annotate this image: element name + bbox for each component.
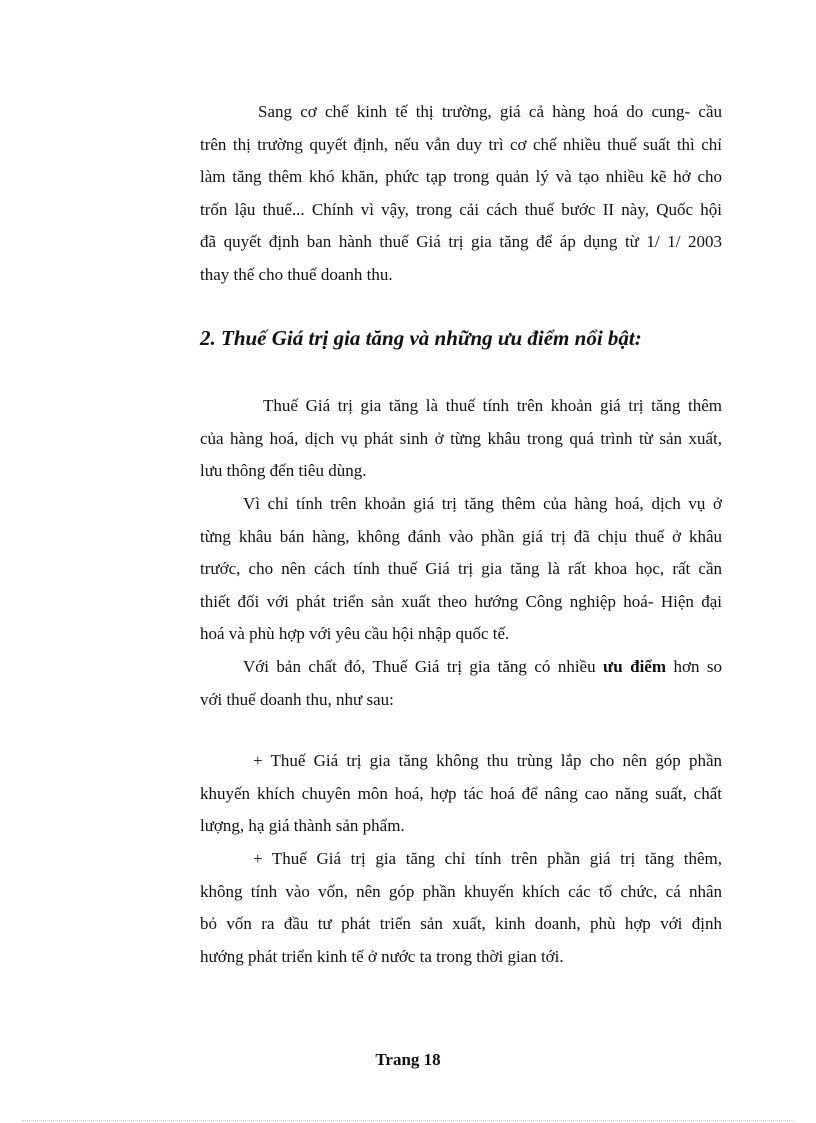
text-line: bỏ vốn ra đầu tư phát triển sản xuất, kinh doanh, phù hợp với định — [200, 914, 722, 934]
paragraph-1 — [200, 96, 722, 292]
bold-term: ưu điểm — [603, 657, 667, 676]
text-line: làm tăng thêm khó khăn, phức tạp trong quản lý và tạo nhiều kẽ hở cho — [200, 167, 722, 187]
text-line: Vì chỉ tính trên khoản giá trị tăng thêm của hàng hoá, dịch vụ ở — [243, 494, 722, 513]
text-line: khuyến khích chuyên môn hoá, hợp tác hoá để nâng cao năng suất, chất — [200, 783, 722, 803]
text-line: + Thuế Giá trị gia tăng chỉ tính trên phần giá trị tăng thêm, — [253, 849, 722, 868]
paragraph-4 — [200, 651, 722, 716]
text-line: hướng phát triển kinh tế ở nước ta trong thời gian tới. — [200, 946, 564, 966]
text-line: của hàng hoá, dịch vụ phát sinh ở từng khâu trong quá trình từ sản xuất, — [200, 428, 722, 448]
text-span: hơn so — [666, 657, 722, 676]
text-line: lưu thông đến tiêu dùng. — [200, 461, 367, 481]
text-line — [200, 651, 722, 684]
text-line: đã quyết định ban hành thuế Giá trị gia tăng để áp dụng từ 1/ 1/ 2003 — [200, 232, 722, 252]
text-line: trốn lậu thuế... Chính vì vậy, trong cải cách thuế bước II này, Quốc hội — [200, 199, 722, 219]
text-line: không tính vào vốn, nên góp phần khuyến khích các tổ chức, cá nhân — [200, 881, 722, 901]
page-number: Trang 18 — [375, 1050, 441, 1069]
paragraph-5 — [200, 745, 722, 843]
paragraph-2 — [200, 390, 722, 488]
text-line: + Thuế Giá trị gia tăng không thu trùng lắp cho nên góp phần — [253, 751, 722, 770]
text-span: Với bản chất đó, Thuế Giá trị gia tăng có nhiều — [243, 657, 604, 676]
page-bottom-rule — [22, 1120, 794, 1121]
text-line: hoá và phù hợp với yêu cầu hội nhập quốc tế. — [200, 624, 510, 644]
text-line: trước, cho nên cách tính thuế Giá trị gia tăng là rất khoa học, rất cần — [200, 559, 722, 579]
text-line: Sang cơ chế kinh tế thị trường, giá cả hàng hoá do cung- cầu — [258, 102, 722, 121]
paragraph-3 — [200, 488, 722, 651]
text-line: Thuế Giá trị gia tăng là thuế tính trên khoản giá trị tăng thêm — [263, 396, 722, 415]
text-line: lượng, hạ giá thành sản phẩm. — [200, 816, 405, 836]
text-line: với thuế doanh thu, như sau: — [200, 689, 394, 709]
text-line: thay thế cho thuế doanh thu. — [200, 264, 393, 284]
text-line: từng khâu bán hàng, không đánh vào phần giá trị đã chịu thuế ở khâu — [200, 526, 722, 546]
paragraph-6 — [200, 843, 722, 973]
section-heading: 2. Thuế Giá trị gia tăng và những ưu điểm nổi bật: — [200, 326, 642, 350]
text-line: thiết đối với phát triển sản xuất theo hướng Công nghiệp hoá- Hiện đại — [200, 591, 722, 611]
text-line: trên thị trường quyết định, nếu vẫn duy trì cơ chế nhiều thuế suất thì chỉ — [200, 134, 722, 154]
